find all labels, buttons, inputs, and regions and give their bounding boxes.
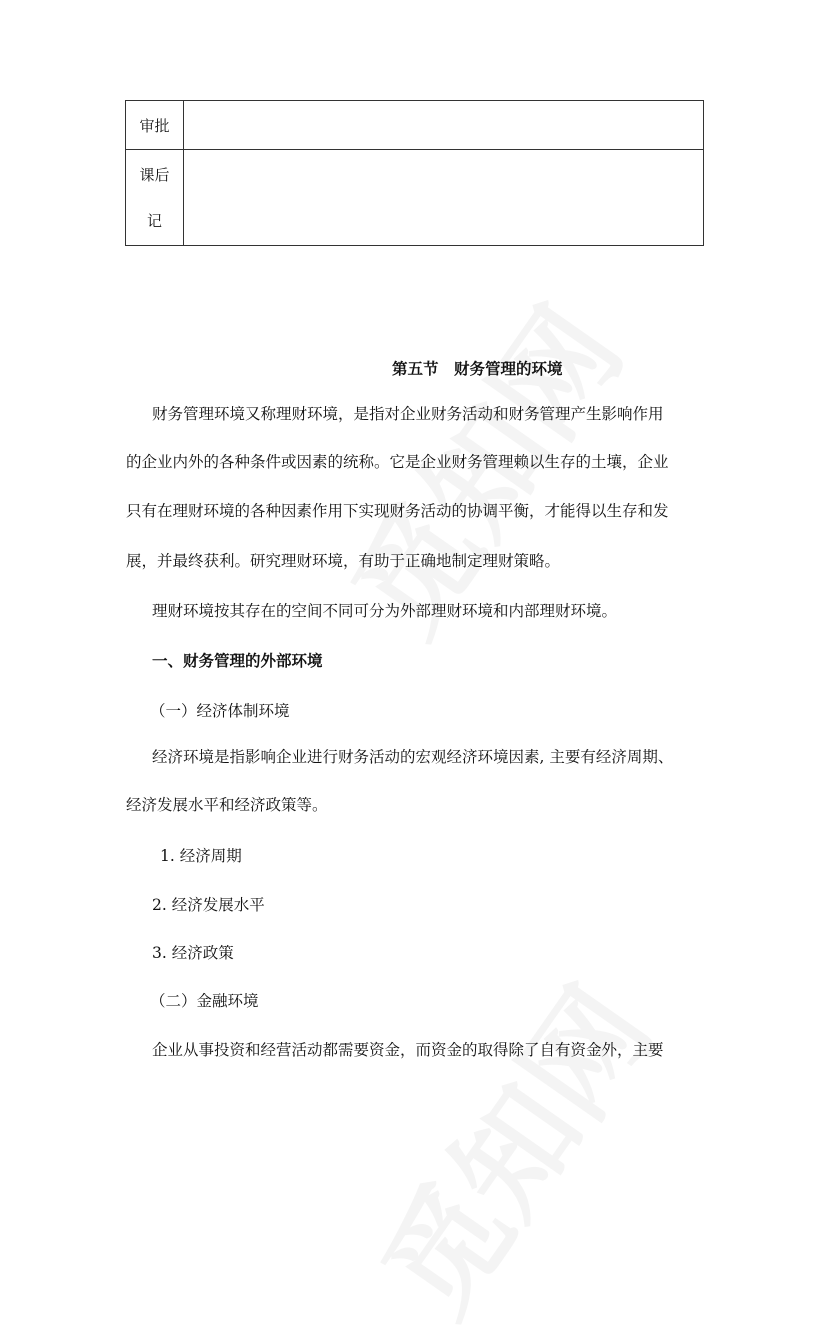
paragraph-line: 经济环境是指影响企业进行财务活动的宏观经济环境因素, 主要有经济周期、 (152, 748, 674, 766)
list-item: 2. 经济发展水平 (152, 896, 265, 914)
section-title: 第五节 财务管理的环境 (392, 359, 563, 378)
paragraph-line: 理财环境按其存在的空间不同可分为外部理财环境和内部理财环境。 (152, 602, 618, 620)
row-label: 审批 (126, 101, 184, 150)
watermark (336, 949, 683, 1343)
paragraph-line: 经济发展水平和经济政策等。 (126, 796, 328, 814)
list-item: 3. 经济政策 (152, 944, 234, 962)
heading-external-environment: 一、财务管理的外部环境 (152, 651, 323, 670)
subheading-financial-environment: （二）金融环境 (150, 992, 259, 1010)
table-row (126, 101, 704, 150)
table-row (126, 150, 704, 246)
row-label-line: 记 (146, 211, 162, 230)
row-value (184, 101, 704, 150)
paragraph-line: 企业从事投资和经营活动都需要资金，而资金的取得除了自有资金外，主要 (152, 1041, 664, 1059)
row-label-line: 课后 (139, 165, 170, 184)
paragraph-line: 只有在理财环境的各种因素作用下实现财务活动的协调平衡，才能得以生存和发 (126, 502, 669, 520)
approval-table (125, 100, 704, 246)
subheading-economic-system: （一）经济体制环境 (150, 702, 290, 720)
paragraph-line: 财务管理环境又称理财环境，是指对企业财务活动和财务管理产生影响作用 (152, 405, 664, 423)
list-item: 1. 经济周期 (160, 847, 242, 865)
row-label (126, 150, 184, 246)
paragraph-line: 展，并最终获利。研究理财环境，有助于正确地制定理财策略。 (126, 552, 561, 570)
paragraph-line: 的企业内外的各种条件或因素的统称。它是企业财务管理赖以生存的土壤，企业 (126, 453, 669, 471)
row-value (184, 150, 704, 246)
